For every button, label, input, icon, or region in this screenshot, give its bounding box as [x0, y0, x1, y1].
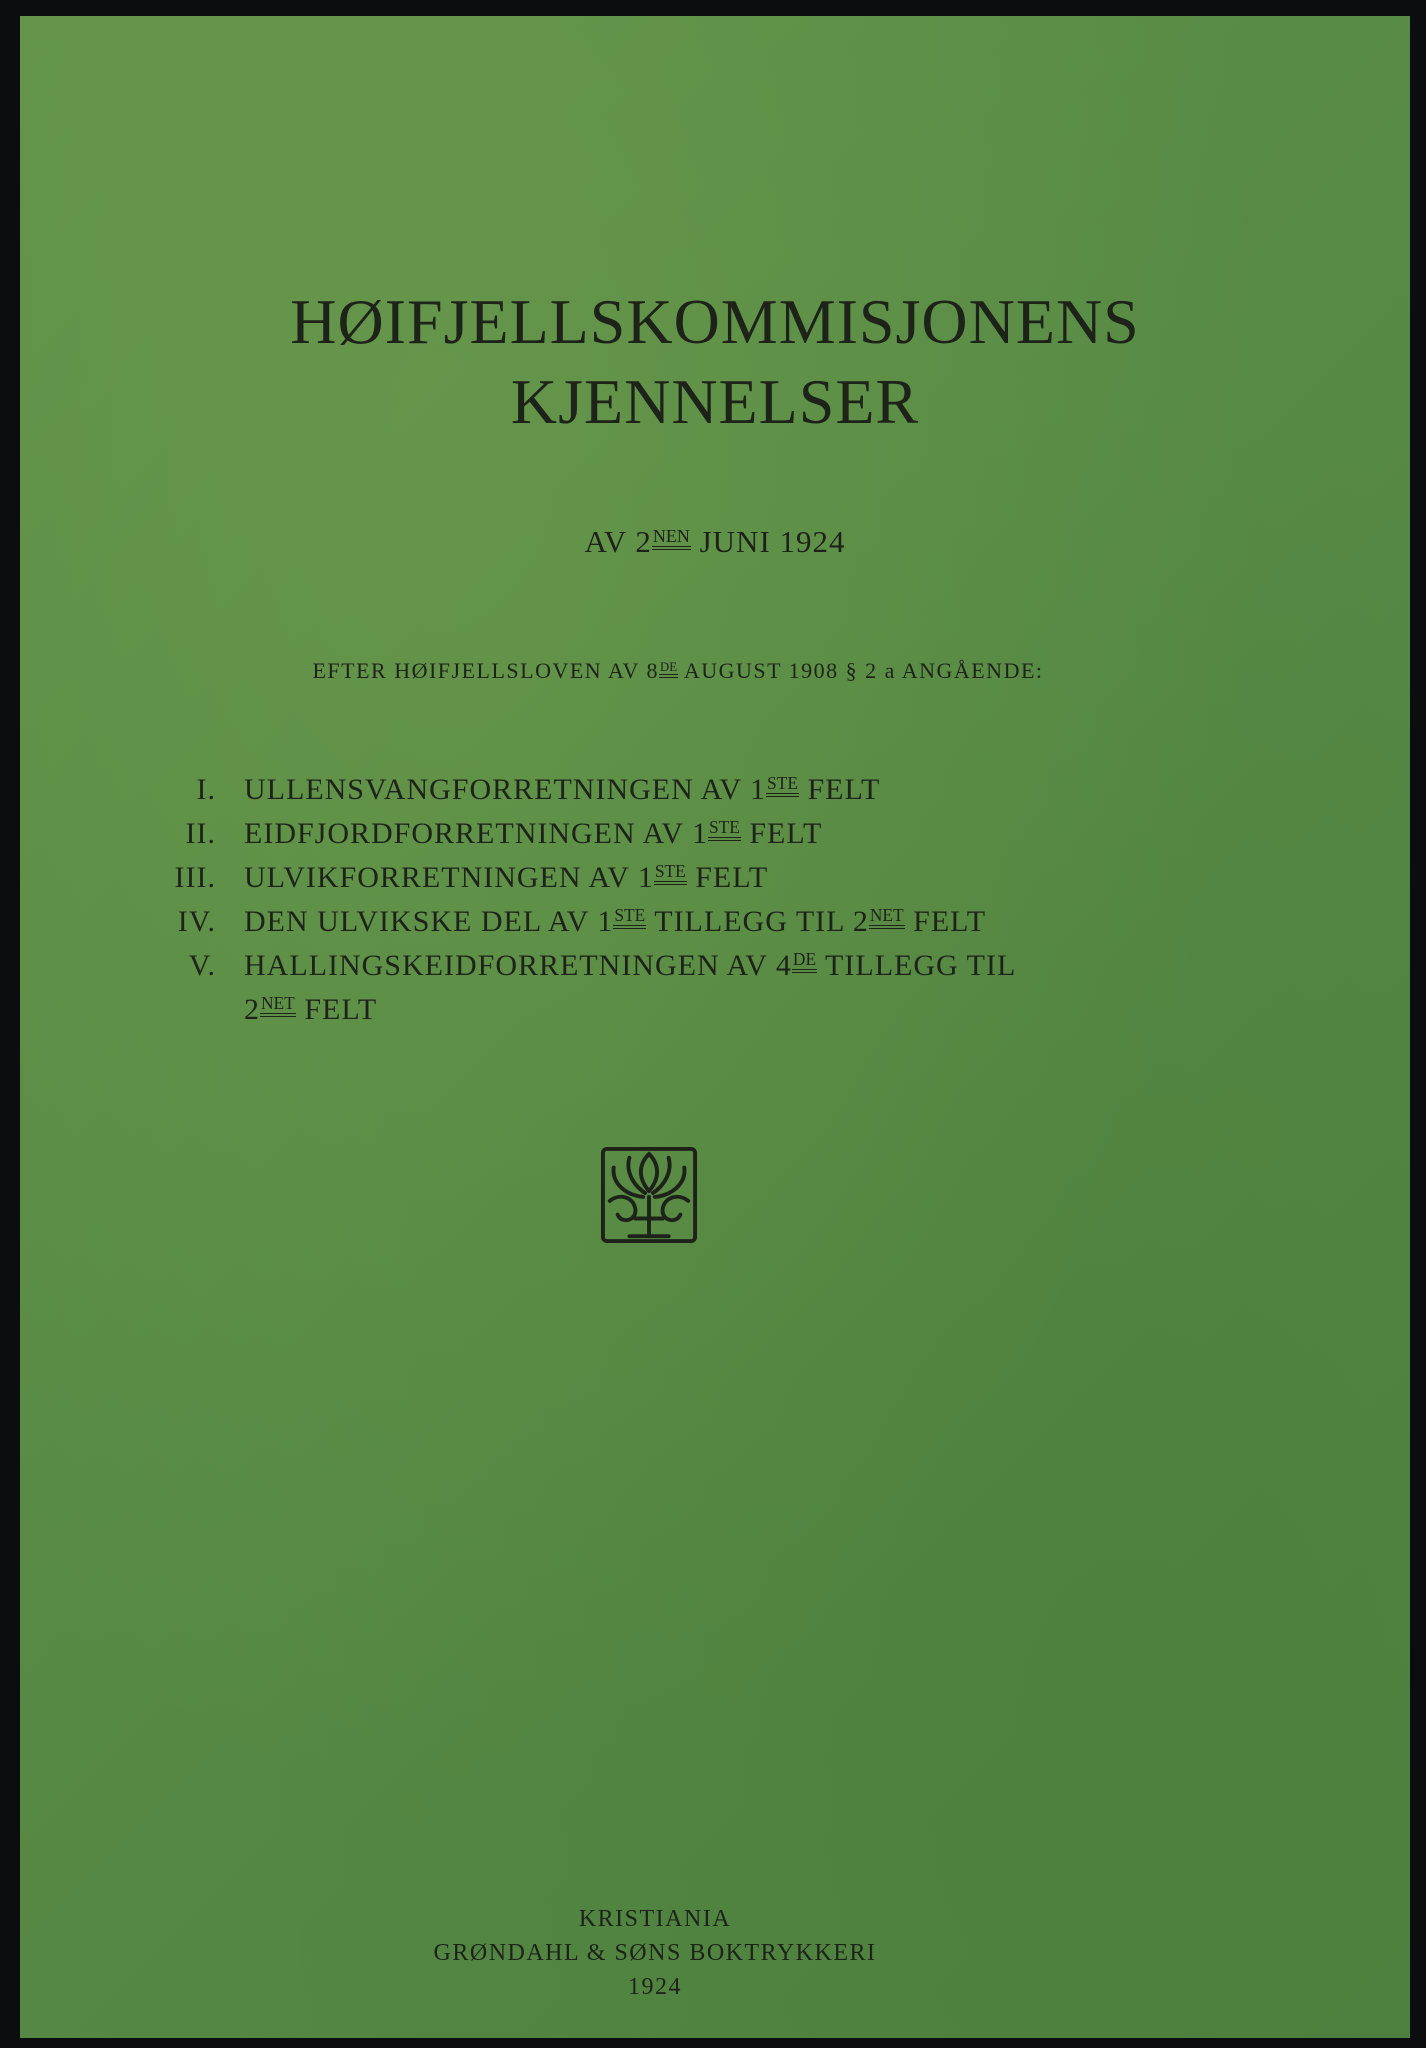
- item-text: [244, 768, 1220, 812]
- subtitle-ordinal: DE: [659, 660, 678, 678]
- item-ordinal: STE: [708, 817, 741, 841]
- item-ordinal-2: NET: [260, 993, 296, 1017]
- item-ordinal-2: NET: [869, 905, 905, 929]
- item-text-c: FELT: [904, 905, 987, 938]
- item-ordinal: STE: [654, 861, 687, 885]
- item-text: [244, 944, 1220, 1032]
- item-number: I.: [196, 773, 216, 806]
- list-item: [120, 812, 1220, 856]
- item-text-a: EIDFJORDFORRETNINGEN AV 1: [244, 817, 708, 850]
- item-ordinal: STE: [766, 773, 799, 797]
- item-number: V.: [188, 949, 216, 982]
- imprint-city: KRISTIANIA: [578, 1906, 732, 1932]
- book-cover: [20, 16, 1410, 2038]
- item-ordinal: STE: [613, 905, 646, 929]
- date-suffix: JUNI 1924: [699, 524, 846, 559]
- item-text-a: HALLINGSKEIDFORRETNINGEN AV 4: [244, 949, 792, 982]
- item-text-b: FELT: [740, 817, 823, 850]
- list-item: [120, 856, 1220, 900]
- item-text-a: ULLENSVANGFORRETNINGEN AV 1: [244, 773, 767, 806]
- item-text: [244, 900, 1220, 944]
- list-item: [120, 944, 1220, 1032]
- title-line-1: HØIFJELLSKOMMISJONENS: [290, 286, 1140, 357]
- imprint-year: 1924: [628, 1974, 682, 2000]
- item-text-line2: 2: [244, 993, 260, 1026]
- subtitle-prefix: EFTER HØIFJELLSLOVEN AV 8: [312, 658, 660, 683]
- item-text-line2-c: FELT: [295, 993, 378, 1026]
- list-item: [120, 768, 1220, 812]
- item-text-b: TILLEGG TIL: [817, 949, 1017, 982]
- item-ordinal: DE: [792, 949, 817, 973]
- title-line-2: KJENNELSER: [510, 366, 920, 437]
- date-ordinal: NEN: [652, 526, 691, 550]
- contents-list: [120, 768, 1220, 1032]
- imprint: [20, 1902, 1290, 2004]
- imprint-printer: GRØNDAHL & SØNS BOKTRYKKERI: [433, 1940, 877, 1966]
- list-item: [120, 900, 1220, 944]
- item-text: [244, 856, 1220, 900]
- date-prefix: AV 2: [584, 524, 652, 559]
- item-text-a: DEN ULVIKSKE DEL AV 1: [244, 905, 614, 938]
- item-text-b: FELT: [798, 773, 881, 806]
- subtitle-line: [20, 658, 1336, 684]
- item-number: II.: [185, 817, 216, 850]
- item-number: III.: [174, 861, 216, 894]
- item-text: [244, 812, 1220, 856]
- item-text-b: TILLEGG TIL 2: [646, 905, 869, 938]
- printer-mark-icon: [600, 1146, 698, 1244]
- item-text-a: ULVIKFORRETNINGEN AV 1: [244, 861, 654, 894]
- item-number: IV.: [177, 905, 216, 938]
- subtitle-suffix: AUGUST 1908 § 2 a ANGÅENDE:: [683, 658, 1044, 683]
- date-line: [20, 524, 1410, 560]
- item-text-b: FELT: [686, 861, 769, 894]
